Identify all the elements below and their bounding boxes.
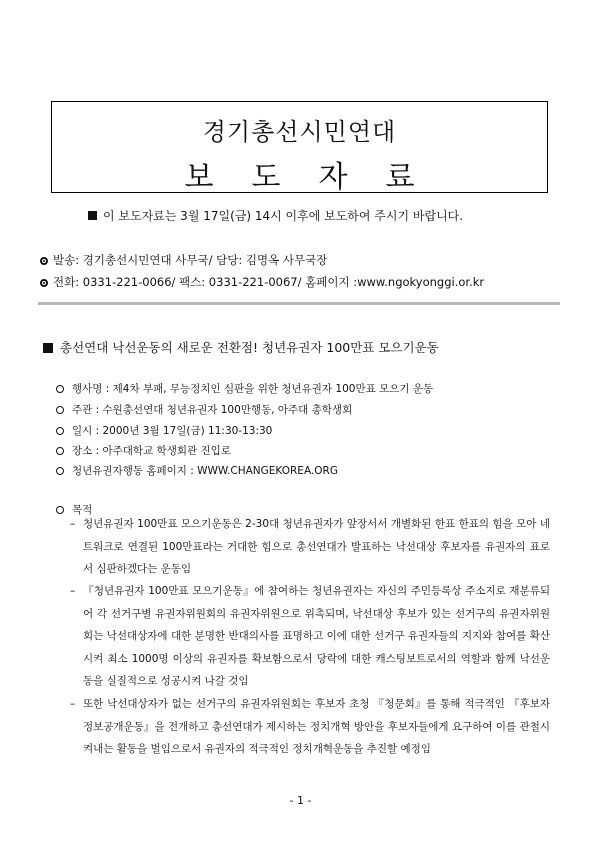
purpose-label-text: 목적 (72, 504, 93, 516)
circle-bullet-icon (40, 279, 48, 287)
event-date-text: 일시 : 2000년 3월 17일(금) 11:30-13:30 (72, 425, 273, 437)
document-type-title: 보도자료 (184, 160, 453, 195)
contact-text: 전화: 0331-221-0066/ 팩스: 0331-221-0067/ 홈페이지 :www.ngokyonggi.or.kr (53, 275, 485, 289)
dash-bullet: – (70, 518, 76, 530)
section-divider (38, 302, 560, 305)
purpose-paragraph-1 (70, 513, 550, 581)
purpose-paragraph-1-text: 청년유권자 100만표 모으기운동은 2-30대 청년유권자가 앞장서서 개별화된 한표 한표의 힘을 모아 네트워크로 연결된 100만표라는 거대한 힘으로 총선연대가 발표하는 낙선대상 후보자를 유권자의 표로서 심판하겠다는 운동임 (83, 518, 550, 575)
dash-bullet: – (70, 698, 76, 710)
event-host (56, 402, 352, 417)
circle-bullet-icon (56, 406, 64, 414)
purpose-paragraph-3-text: 또한 낙선대상자가 없는 선거구의 유권자위원회는 후보자 초청 『청문회』를 통해 적극적인 『후보자 정보공개운동』을 전개하고 총선연대가 제시하는 정치개혁 방안을 후보자들에게 요구하여 이를 관철시켜내는 활동을 벌임으로서 유권자의 적극적인 정치개혁운동을 추진할 예정임 (83, 698, 550, 755)
organization-name: 경기총선시민연대 (202, 118, 397, 146)
dash-bullet: – (70, 585, 76, 597)
event-homepage (56, 463, 338, 478)
headline-text: 총선연대 낙선운동의 새로운 전환점! 청년유권자 100만표 모으기운동 (60, 340, 439, 355)
headline (43, 338, 439, 356)
event-host-text: 주관 : 수원총선연대 청년유권자 100만행동, 아주대 총학생회 (72, 404, 353, 416)
event-name (56, 381, 433, 396)
event-place-text: 장소 : 아주대학교 학생회관 진입로 (72, 445, 231, 457)
event-homepage-text: 청년유권자행동 홈페이지 : WWW.CHANGEKOREA.ORG (72, 465, 338, 477)
event-name-text: 행사명 : 제4차 부패, 무능정치인 심판을 위한 청년유권자 100만표 모으기 운동 (72, 383, 434, 395)
square-bullet-icon (43, 343, 53, 353)
circle-bullet-icon (56, 467, 64, 475)
sender-line (40, 252, 327, 268)
contact-line (40, 274, 484, 290)
purpose-paragraph-2 (70, 580, 550, 693)
circle-bullet-icon (56, 506, 64, 514)
page-number: - 1 - (289, 794, 312, 807)
event-place (56, 443, 231, 458)
purpose-paragraph-3 (70, 693, 550, 761)
circle-bullet-icon (56, 385, 64, 393)
purpose-paragraph-2-text: 『청년유권자 100만표 모으기운동』에 참여하는 청년유권자는 자신의 주민등록상 주소지로 재분류되어 각 선거구별 유권자위원회의 유권자위원으로 위촉되며, 낙선대상 후보가 있는 선거구의 유권자위원회는 낙선대상자에 대한 분명한 반대의사를 표명하고 이에 대한 선거구 유권자들의 지지와 참여를 확산시켜 최소 1000명 이상의 유권자를 확보함으로서 당락에 대한 캐스팅보트로서의 역할과 함께 낙선운동을 실질적으로 성공시켜 나갈 것임 (83, 585, 550, 687)
embargo-notice-text: 이 보도자료는 3월 17일(금) 14시 이후에 보도하여 주시기 바랍니다. (103, 209, 464, 223)
sender-text: 발송: 경기총선시민연대 사무국/ 담당: 김명옥 사무국장 (53, 253, 328, 267)
circle-bullet-icon (56, 427, 64, 435)
circle-bullet-icon (40, 257, 48, 265)
event-date (56, 423, 272, 438)
embargo-notice (88, 207, 463, 224)
title-box (51, 101, 548, 193)
circle-bullet-icon (56, 447, 64, 455)
square-bullet-icon (88, 211, 97, 220)
